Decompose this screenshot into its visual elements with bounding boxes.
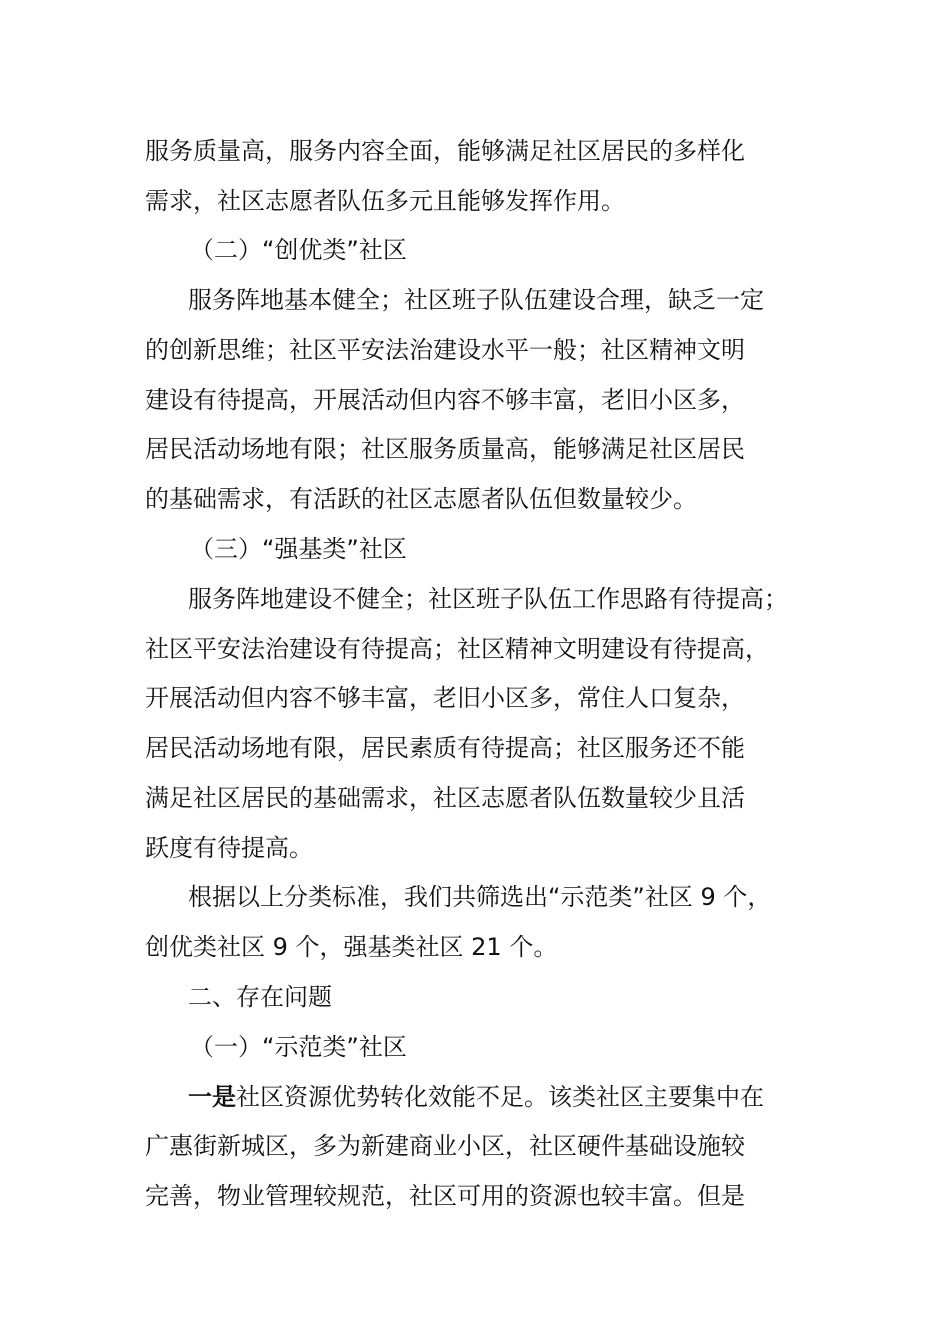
text-line: 居民活动场地有限；社区服务质量高，能够满足社区居民 <box>145 435 745 463</box>
text-line: 社区平安法治建设有待提高；社区精神文明建设有待提高， <box>145 635 769 663</box>
text-line: 满足社区居民的基础需求，社区志愿者队伍数量较少且活 <box>145 784 745 812</box>
text-line <box>188 1082 764 1112</box>
text-line: 开展活动但内容不够丰富，老旧小区多，常住人口复杂， <box>145 684 745 712</box>
text-line: 的创新思维；社区平安法治建设水平一般；社区精神文明 <box>145 336 745 364</box>
text-span: 社区资源优势转化效能不足。该类社区主要集中在 <box>236 1083 764 1111</box>
text-line: 服务阵地基本健全；社区班子队伍建设合理，缺乏一定 <box>188 286 764 314</box>
section-heading: （二）“创优类”社区 <box>190 236 407 264</box>
section-heading: （一）“示范类”社区 <box>190 1033 407 1061</box>
text-line: 的基础需求，有活跃的社区志愿者队伍但数量较少。 <box>145 485 697 513</box>
section-heading: （三）“强基类”社区 <box>190 535 407 563</box>
text-line: 完善，物业管理较规范，社区可用的资源也较丰富。但是 <box>145 1182 745 1210</box>
text-line: 居民活动场地有限，居民素质有待提高；社区服务还不能 <box>145 734 745 762</box>
text-line: 服务阵地建设不健全；社区班子队伍工作思路有待提高； <box>188 585 788 613</box>
lead-label: 一是 <box>188 1083 236 1111</box>
text-line: 建设有待提高，开展活动但内容不够丰富，老旧小区多， <box>145 386 745 414</box>
text-line: 跃度有待提高。 <box>145 834 313 862</box>
text-line: 广惠街新城区，多为新建商业小区，社区硬件基础设施较 <box>145 1132 745 1160</box>
text-line: 创优类社区 9 个，强基类社区 21 个。 <box>145 933 558 961</box>
section-heading: 二、存在问题 <box>188 983 332 1011</box>
text-line: 服务质量高，服务内容全面，能够满足社区居民的多样化 <box>145 137 745 165</box>
text-line: 根据以上分类标准，我们共筛选出“示范类”社区 9 个， <box>188 883 772 911</box>
text-line: 需求，社区志愿者队伍多元且能够发挥作用。 <box>145 187 625 215</box>
